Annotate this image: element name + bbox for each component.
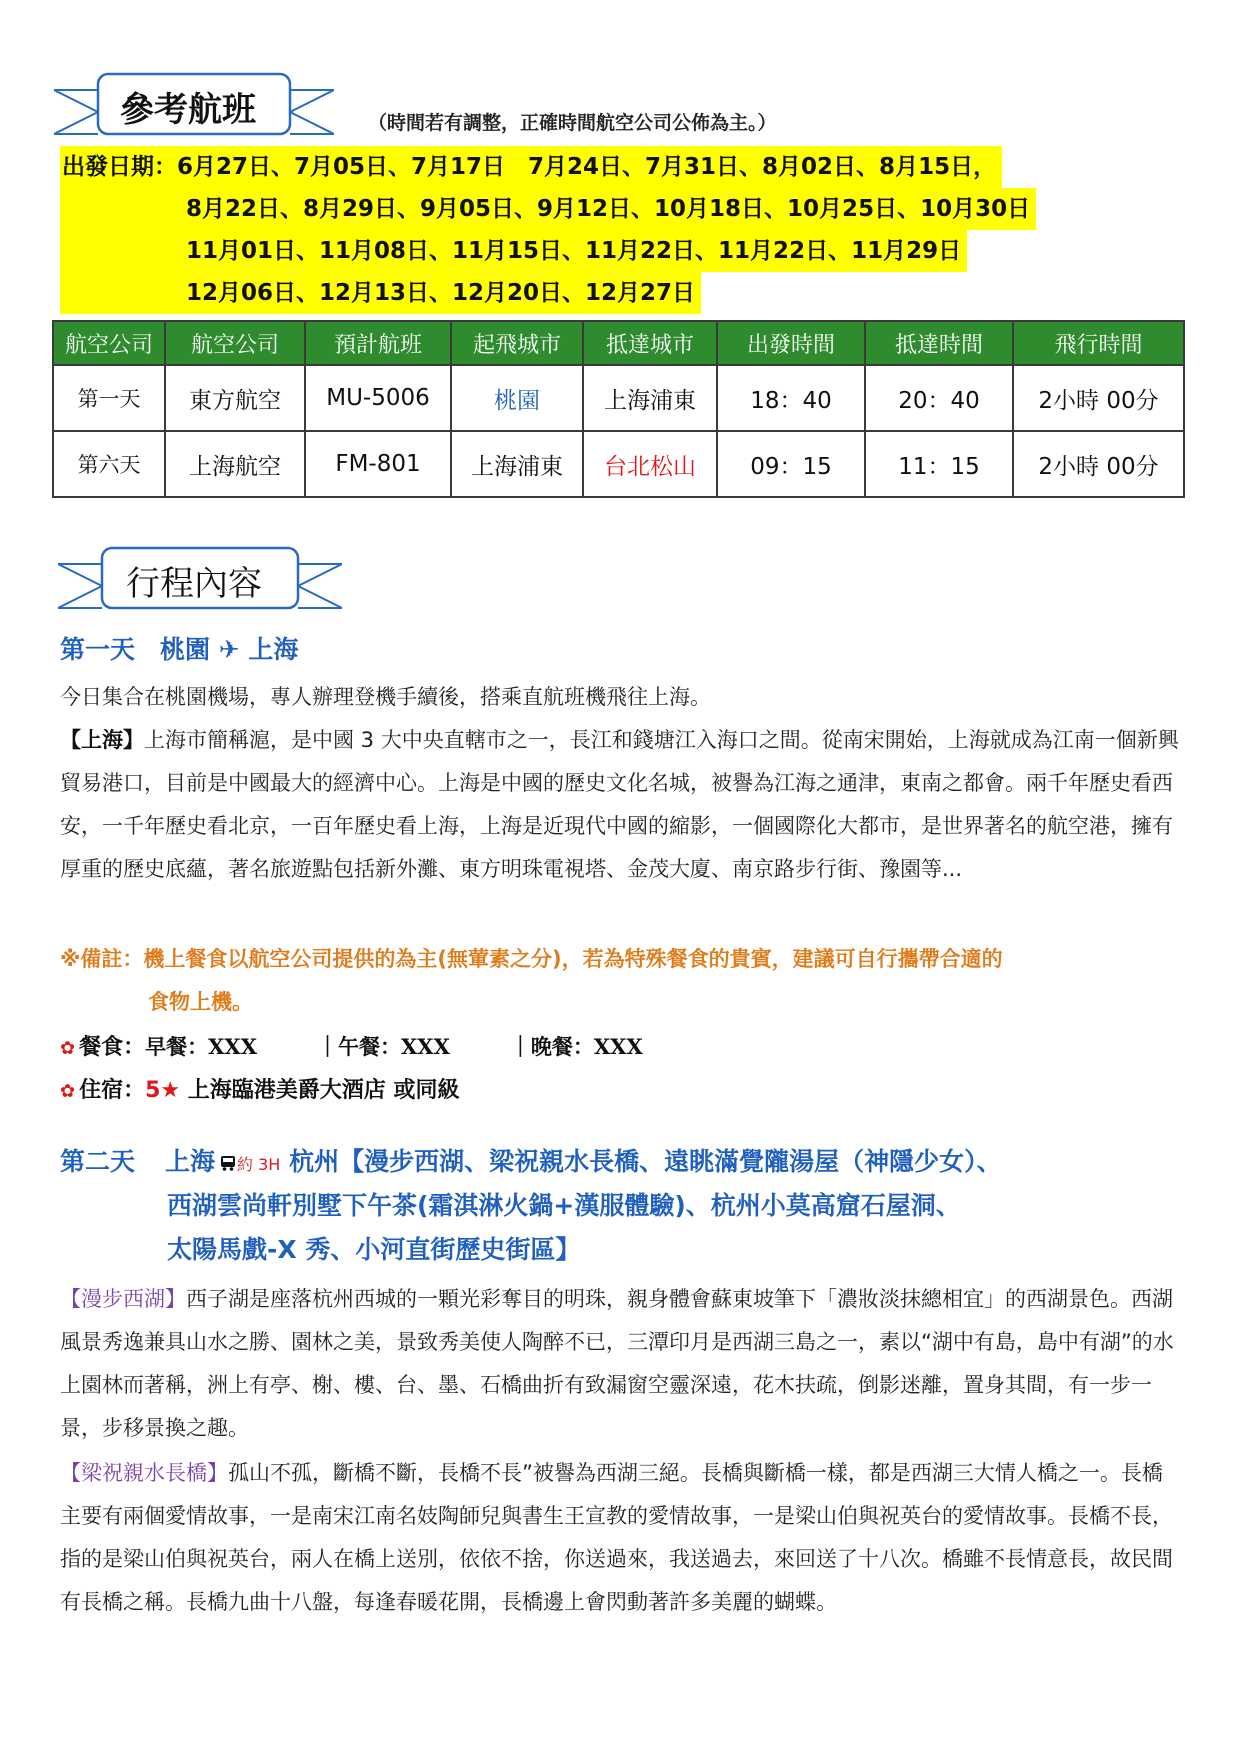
bridge-text: 孤山不孤，斷橋不斷，長橋不長”被譽為西湖三絕。長橋與斷橋一樣，都是西湖三大情人橋之一。長橋主要有兩個愛情故事，一是南宋江南名妓陶師兒與書生王宣教的愛情故事，一是梁山伯與祝英台的愛情故事。長橋不長，指的是梁山伯與祝英台，兩人在橋上送別，依依不捨，你送過來，我送過去，來回送了十八次。橋雖不長情意長，故民間有長橋之稱。長橋九曲十八盤，每逢春暖花開，長橋邊上會閃動著許多美麗的蝴蝶。 <box>60 1461 1173 1614</box>
table-row <box>53 365 1184 431</box>
bus-icon <box>219 1154 237 1172</box>
day2-title-line1: 杭州【漫步西湖、梁祝親水長橋、遠眺滿覺隴湯屋（神隱少女）、 <box>289 1147 1002 1176</box>
table-cell: 11：15 <box>865 431 1013 497</box>
date-highlight-pad <box>60 230 184 272</box>
day2-approx: 約 3H <box>237 1155 281 1174</box>
table-cell: 東方航空 <box>165 365 305 431</box>
date-line-3: 11月01日、11月08日、11月15日、11月22日、11月22日、11月29日 <box>184 230 967 272</box>
hotel-label: 住宿： <box>79 1078 146 1103</box>
breakfast: 早餐：XXX <box>145 1034 257 1059</box>
hotel-name: 上海臨港美爵大酒店 或同級 <box>180 1078 460 1103</box>
date-line-4: 12月06日、12月13日、12月20日、12月27日 <box>184 272 701 314</box>
day2-title-line3: 太陽馬戲-X 秀、小河直街歷史街區】 <box>167 1235 581 1264</box>
dates-label: 出發日期： <box>62 154 177 180</box>
table-cell: MU-5006 <box>305 365 451 431</box>
day2-title <box>60 1142 1002 1178</box>
table-cell: 上海航空 <box>165 431 305 497</box>
flights-heading: 參考航班 <box>120 90 256 130</box>
itinerary-heading: 行程內容 <box>126 564 262 604</box>
day1-title: 第一天 桃園 ✈ 上海 <box>60 635 299 664</box>
flights-table <box>52 320 1185 498</box>
meal-remark: ※備註：機上餐食以航空公司提供的為主(無葷素之分)，若為特殊餐食的貴賓，建議可自行攜帶合適的 食物上機。 <box>60 947 1003 1014</box>
bridge-description <box>60 1452 1180 1624</box>
westlake-description <box>60 1278 1180 1450</box>
dinner: ｜晚餐：XXX <box>509 1034 643 1059</box>
table-cell: 桃園 <box>451 365 583 431</box>
date-highlight-pad <box>60 188 184 230</box>
table-header-cell: 出發時間 <box>717 321 865 365</box>
table-cell: 上海浦東 <box>583 365 717 431</box>
westlake-text: 西子湖是座落杭州西城的一顆光彩奪目的明珠，親身體會蘇東坡筆下「濃妝淡抹總相宜」的西湖景色。西湖風景秀逸兼具山水之勝、園林之美，景致秀美使人陶醉不已，三潭印月是西湖三島之一，素以“湖中有島，島中有湖”的水上園林而著稱，洲上有亭、榭、樓、台、墨、石橋曲折有致漏窗空靈深遠，花木扶疏，倒影迷離，置身其間，有一步一景，步移景換之趣。 <box>60 1287 1174 1440</box>
table-cell: 09：15 <box>717 431 865 497</box>
itinerary-banner <box>58 544 342 614</box>
date-line-1: 出發日期：6月27日、7月05日、7月17日 7月24日、7月31日、8月02日、8月15日， <box>60 146 1002 188</box>
table-cell: 上海浦東 <box>451 431 583 497</box>
table-cell: 2小時 00分 <box>1013 431 1184 497</box>
shanghai-tag: 【上海】 <box>60 728 144 752</box>
bridge-tag: 【梁祝親水長橋】 <box>60 1461 228 1485</box>
table-cell: 18：40 <box>717 365 865 431</box>
table-cell: 2小時 00分 <box>1013 365 1184 431</box>
day2-label: 第二天 <box>60 1147 136 1176</box>
flower-icon: ✿ <box>60 1038 76 1059</box>
table-cell: 第六天 <box>53 431 165 497</box>
table-cell: 第一天 <box>53 365 165 431</box>
date-line-2: 8月22日、8月29日、9月05日、9月12日、10月18日、10月25日、10月30日 <box>184 188 1036 230</box>
table-header-cell: 起飛城市 <box>451 321 583 365</box>
table-row <box>53 431 1184 497</box>
table-header-cell: 預計航班 <box>305 321 451 365</box>
shanghai-description <box>60 719 1180 891</box>
hotel-line <box>60 1073 459 1104</box>
date-highlight-pad <box>60 272 184 314</box>
table-cell: 20：40 <box>865 365 1013 431</box>
day2-title-line2: 西湖雲尚軒別墅下午茶(霜淇淋火鍋+漢服體驗)、杭州小莫高窟石屋洞、 <box>167 1191 961 1220</box>
lunch: ｜午餐：XXX <box>317 1034 450 1059</box>
flights-banner <box>54 70 334 140</box>
table-header-cell: 飛行時間 <box>1013 321 1184 365</box>
time-adjust-note: （時間若有調整，正確時間航空公司公佈為主。） <box>368 112 777 134</box>
meals-line <box>60 1030 643 1061</box>
table-header-row <box>53 321 1184 365</box>
table-cell: FM-801 <box>305 431 451 497</box>
shanghai-text: 上海市簡稱滬，是中國 3 大中央直轄市之一，長江和錢塘江入海口之間。從南宋開始，上海就成為江南一個新興貿易港口，目前是中國最大的經濟中心。上海是中國的歷史文化名城，被譽為江海之通津，東南之都會。兩千年歷史看西安，一千年歷史看北京，一百年歷史看上海，上海是近現代中國的縮影，一個國際化大都市，是世界著名的航空港，擁有厚重的歷史底蘊，著名旅遊點包括新外灘、東方明珠電視塔、金茂大廈、南京路步行街、豫園等... <box>60 728 1179 881</box>
table-header-cell: 航空公司 <box>165 321 305 365</box>
day2-from: 上海 <box>165 1147 216 1176</box>
table-header-cell: 航空公司 <box>53 321 165 365</box>
day1-intro: 今日集合在桃園機場，專人辦理登機手續後，搭乘直航班機飛往上海。 <box>60 685 711 709</box>
table-cell: 台北松山 <box>583 431 717 497</box>
hotel-stars: 5★ <box>145 1078 181 1103</box>
table-header-cell: 抵達時間 <box>865 321 1013 365</box>
westlake-tag: 【漫步西湖】 <box>60 1287 186 1311</box>
table-header-cell: 抵達城市 <box>583 321 717 365</box>
flower-icon: ✿ <box>60 1081 76 1102</box>
meals-label: 餐食： <box>79 1035 146 1060</box>
